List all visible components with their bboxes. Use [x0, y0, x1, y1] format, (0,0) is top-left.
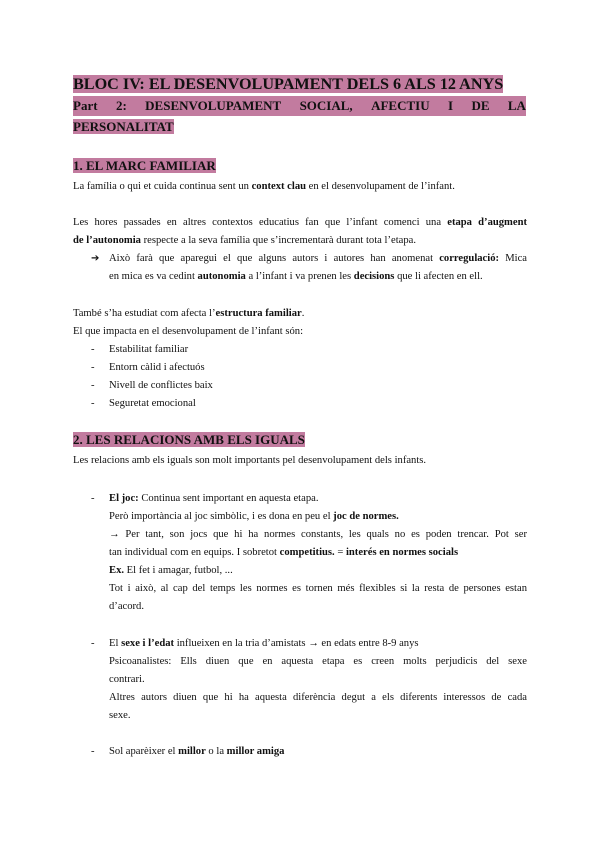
s1-paragraph3-line1: Això farà que aparegui el que alguns autors i autores han anomenat corregulació: Mica [109, 253, 527, 264]
s2-item1-line1: El joc: Continua sent important en aquesta etapa. [109, 493, 319, 504]
s2-item1-line2: Però importància al joc simbòlic, i es dona en peu el joc de normes. [109, 511, 399, 522]
s2-item2-dash: - [91, 638, 95, 649]
list-item: - Estabilitat familiar [91, 344, 189, 355]
s2-item2-line4: Altres autors diuen que hi ha aquesta diferència degut a els diferents interessos de cada [109, 692, 527, 703]
arrow-icon: ➔ [91, 253, 100, 264]
s2-item1-line7: d’acord. [109, 601, 144, 612]
list-item: - Entorn càlid i afectuós [91, 362, 205, 373]
s2-item1-line4: tan individual com en equips. I sobretot competitius. = interés en normes socials [109, 547, 459, 558]
s2-item2-line1: El sexe i l’edat influeixen en la tria d’amistats → en edats entre 8-9 anys [109, 638, 419, 649]
s2-item2-line2: Psicoanalistes: Ells diuen que en aquesta etapa es creen molts perjudicis del sexe [109, 656, 527, 667]
list-item: - Seguretat emocional [91, 398, 196, 409]
s2-item1-line5: Ex. El fet i amagar, futbol, ... [109, 565, 233, 576]
s1-paragraph5: El que impacta en el desenvolupament de l’infant són: [73, 326, 304, 337]
section2-heading: 2. LES RELACIONS AMB ELS IGUALS [73, 432, 305, 447]
part-title-line1: Part 2: DESENVOLUPAMENT SOCIAL, AFECTIU I DE LA [73, 96, 526, 116]
s2-item1-line6: Tot i això, al cap del temps les normes es tornen més flexibles si la resta de persones estan [109, 583, 527, 594]
s2-intro: Les relacions amb els iguals son molt importants pel desenvolupament dels infants. [73, 455, 427, 466]
s2-item1-dash: - [91, 493, 95, 504]
s2-item2-line5: sexe. [109, 710, 131, 721]
s2-item2-line3: contrari. [109, 674, 145, 685]
bloc-title: BLOC IV: EL DESENVOLUPAMENT DELS 6 ALS 12 ANYS [73, 75, 504, 93]
list-item: - Nivell de conflictes baix [91, 380, 213, 391]
part-title-line2: PERSONALITAT [73, 119, 174, 134]
s2-item3-dash: - [91, 746, 95, 757]
s2-item1-line3: → Per tant, son jocs que hi ha normes constants, les quals no es poden trencar. Pot ser [109, 529, 527, 540]
s1-paragraph2-line1: Les hores passades en altres contextos educatius fan que l’infant comenci una etapa d’augment [73, 217, 527, 228]
s1-paragraph4: També s’ha estudiat com afecta l’estructura familiar. [73, 308, 305, 319]
s1-paragraph3-line2: en mica es va cedint autonomia a l’infant i va prenen les decisions que li afecten en ell. [109, 271, 483, 282]
s1-paragraph1: La família o qui et cuida continua sent un context clau en el desenvolupament de l’infant. [73, 181, 455, 192]
s2-item3-line: Sol aparèixer el millor o la millor amiga [109, 746, 285, 757]
section1-heading: 1. EL MARC FAMILIAR [73, 158, 216, 173]
s1-paragraph2-line2: de l’autonomia respecte a la seva família que s’incrementarà durant tota l’etapa. [73, 235, 416, 246]
